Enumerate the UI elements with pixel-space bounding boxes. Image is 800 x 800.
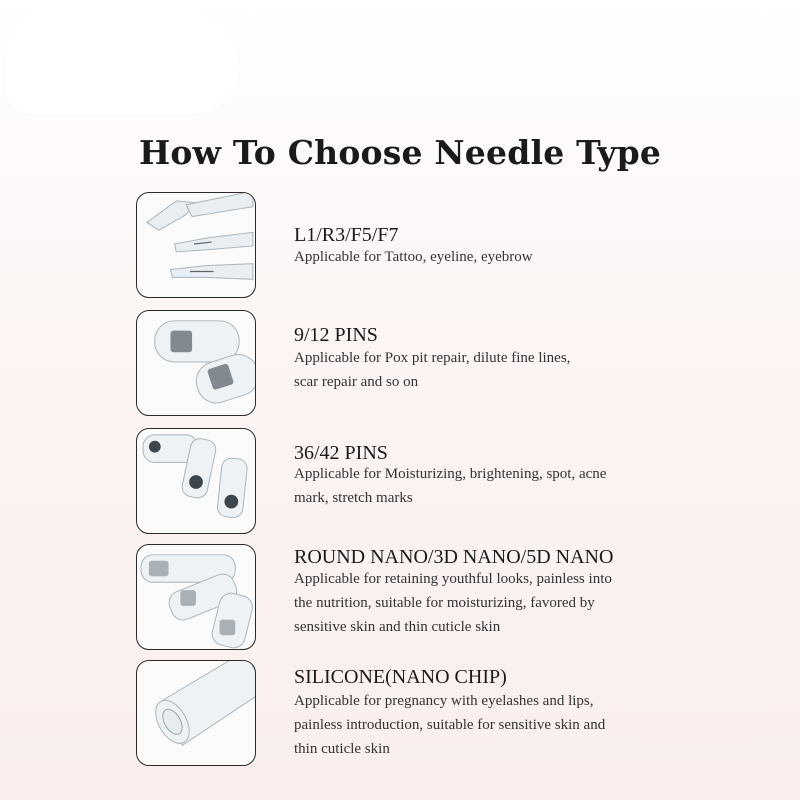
needle-type-item (0, 660, 800, 768)
needle-cartridges-icon (136, 310, 256, 416)
needle-type-description: Applicable for Moisturizing, brightening, spot, acne mark, stretch marks (294, 466, 607, 506)
needle-type-description: Applicable for retaining youthful looks, painless into the nutrition, suitable for moisturizing, favored by sensitive skin and thin cuticle skin (294, 571, 612, 635)
needle-type-item (0, 310, 800, 418)
needle-type-name: ROUND NANO/3D NANO/5D NANO (294, 546, 614, 568)
needle-type-name: 9/12 PINS (294, 324, 378, 346)
needle-type-description: Applicable for pregnancy with eyelashes and lips, painless introduction, suitable for sensitive skin and thin cuticle skin (294, 693, 606, 757)
needle-type-item (0, 192, 800, 300)
needle-type-description: Applicable for Pox pit repair, dilute fine lines, scar repair and so on (294, 350, 571, 390)
needle-cartridges-icon (136, 544, 256, 650)
decorative-blob (6, 14, 238, 114)
needle-type-name: SILICONE(NANO CHIP) (294, 666, 507, 688)
needle-cartridges-icon (136, 192, 256, 298)
needle-type-item (0, 428, 800, 536)
needle-cartridges-icon (136, 428, 256, 534)
page-title: How To Choose Needle Type (138, 133, 662, 172)
needle-cartridge-icon (136, 660, 256, 766)
needle-type-item (0, 544, 800, 652)
needle-type-name: 36/42 PINS (294, 442, 388, 464)
needle-type-name: L1/R3/F5/F7 (294, 224, 399, 246)
needle-type-description: Applicable for Tattoo, eyeline, eyebrow (294, 249, 533, 265)
